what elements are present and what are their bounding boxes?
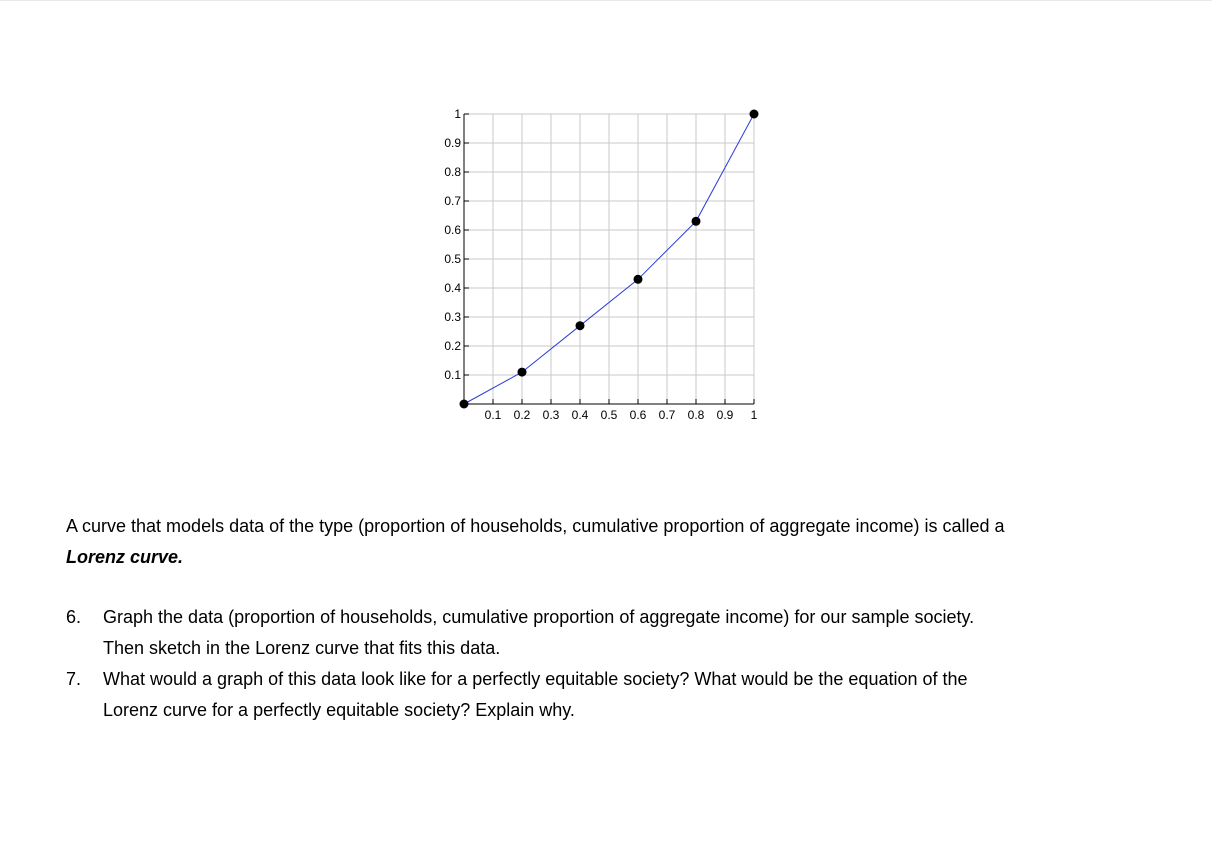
y-tick-label: 0.8 bbox=[444, 165, 461, 179]
x-tick-label: 0.4 bbox=[571, 408, 589, 422]
x-tick-label: 0.5 bbox=[600, 408, 618, 422]
y-tick-label: 1 bbox=[454, 107, 461, 121]
y-tick-label: 0.6 bbox=[444, 223, 461, 237]
question-list bbox=[66, 602, 1186, 726]
data-point bbox=[634, 275, 643, 284]
x-tick-label: 0.1 bbox=[484, 408, 502, 422]
x-tick-label: 0.3 bbox=[542, 408, 560, 422]
y-tick-label: 0.1 bbox=[444, 368, 461, 382]
question-item bbox=[66, 602, 1186, 664]
question-text-line: What would a graph of this data look like for a perfectly equitable society? What would be the equation of the bbox=[103, 669, 968, 689]
lorenz-term: Lorenz curve. bbox=[66, 547, 184, 567]
y-tick-label: 0.7 bbox=[444, 194, 461, 208]
y-tick-label: 0.4 bbox=[444, 281, 461, 295]
intro-paragraph bbox=[66, 511, 1186, 573]
x-tick-label: 0.9 bbox=[716, 408, 734, 422]
x-tick-label: 0.7 bbox=[658, 408, 676, 422]
data-point bbox=[518, 368, 527, 377]
question-item bbox=[66, 664, 1186, 726]
x-tick-label: 0.2 bbox=[513, 408, 531, 422]
grid-layer bbox=[464, 114, 754, 404]
y-tick-label: 0.9 bbox=[444, 136, 461, 150]
x-tick-label: 0.6 bbox=[629, 408, 647, 422]
question-text-line: Lorenz curve for a perfectly equitable society? Explain why. bbox=[103, 700, 575, 720]
data-point bbox=[750, 110, 759, 119]
data-point bbox=[692, 217, 701, 226]
document-body bbox=[66, 511, 1186, 726]
question-number: 7. bbox=[66, 669, 82, 689]
data-point bbox=[576, 321, 585, 330]
question-text-line: Graph the data (proportion of households, cumulative proportion of aggregate income) for our sample society. bbox=[103, 607, 975, 627]
question-number: 6. bbox=[66, 607, 82, 627]
intro-text: A curve that models data of the type (proportion of households, cumulative proportion of aggregate income) is called a bbox=[66, 516, 1005, 536]
y-tick-label: 0.3 bbox=[444, 310, 461, 324]
x-tick-label: 1 bbox=[750, 408, 758, 422]
y-tick-label: 0.2 bbox=[444, 339, 461, 353]
data-point bbox=[460, 400, 469, 409]
y-tick-label: 0.5 bbox=[444, 252, 461, 266]
x-tick-label: 0.8 bbox=[687, 408, 705, 422]
question-text-line: Then sketch in the Lorenz curve that fits this data. bbox=[103, 638, 501, 658]
